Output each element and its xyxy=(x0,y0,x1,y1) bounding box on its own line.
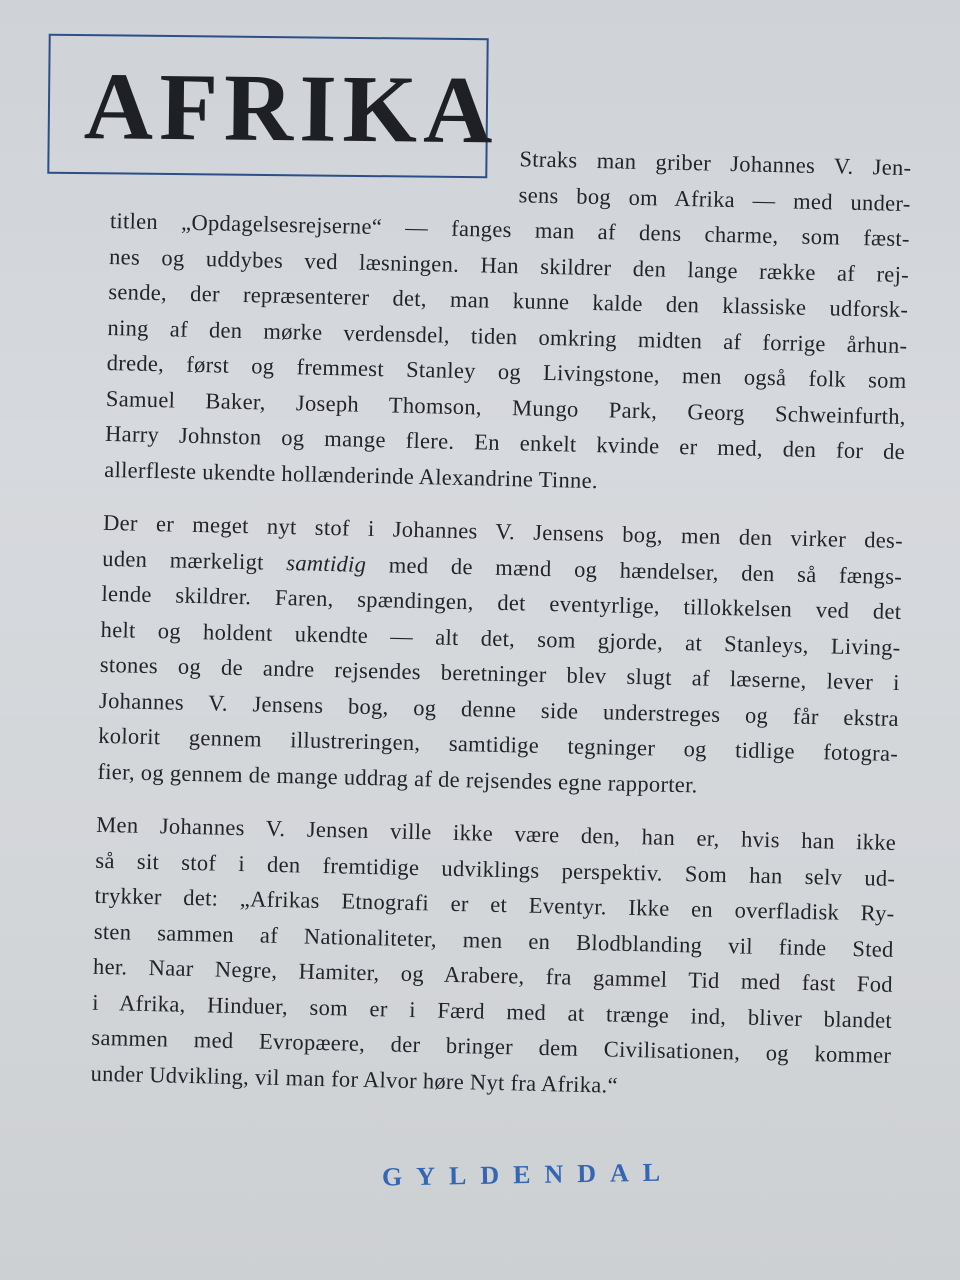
text-line: allerfleste ukendte hollænderinde Alexandrine Tinne. xyxy=(104,456,599,493)
text-line: nes og uddybes ved læsningen. Han skildrer den lange række af rej- xyxy=(108,243,910,287)
text-line: Men Johannes V. Jensen ville ikke være den, han er, hvis han ikke xyxy=(96,811,897,855)
text-line: kolorit gennem illustreringen, samtidige tegninger og tidlige fotogra- xyxy=(98,722,899,766)
text-line: sende, der repræsenterer det, man kunne kalde den klassiske udforsk- xyxy=(108,278,909,323)
text-fragment: uden mærkeligt xyxy=(102,545,265,575)
publisher-name: GYLDENDAL xyxy=(381,1157,675,1192)
text-fragment: med de mænd og hændelser, den så fængs- xyxy=(388,551,903,589)
text-line: under Udvikling, vil man for Alvor høre Nyt fra Afrika.“ xyxy=(90,1060,619,1098)
text-line: titlen „Opdagelsesrejserne“ — fanges man af dens charme, som fæst- xyxy=(109,207,911,252)
text-line: helt og holdent ukendte — alt det, som gjorde, at Stanleys, Living- xyxy=(100,616,901,660)
text-line: sens bog om Afrika — med under- xyxy=(518,181,911,216)
text-line: her. Naar Negre, Hamiter, og Arabere, fra gammel Tid med fast Fod xyxy=(92,953,894,997)
text-line: Der er meget nyt stof i Johannes V. Jensens bog, men den virker des- xyxy=(102,509,904,554)
text-line: sten sammen af Nationaliteter, men en Blodblanding vil finde Sted xyxy=(93,918,894,962)
body-text xyxy=(90,132,912,1127)
text-line: sammen med Evropæere, der bringer dem Civilisationen, og kommer xyxy=(91,1024,892,1068)
paragraph-3 xyxy=(90,807,896,1109)
page-title: AFRIKA xyxy=(83,52,500,164)
text-line: Harry Johnston og mange flere. En enkelt kvinde er med, den for de xyxy=(104,420,906,465)
text-line: Straks man griber Johannes V. Jen- xyxy=(519,146,912,181)
paragraph-2 xyxy=(97,505,903,807)
text-line: stones og de andre rejsendes beretninger blev slugt af læserne, lever i xyxy=(99,651,900,696)
text-line: lende skildrer. Faren, spændingen, det eventyrlige, tillokkelsen ved det xyxy=(101,580,902,625)
text-line: trykker det: „Afrikas Etnografi er et Eventyr. Ikke en overfladisk Ry- xyxy=(94,882,895,926)
paragraph-1 xyxy=(104,132,912,505)
text-line: Samuel Baker, Joseph Thomson, Mungo Park, Georg Schweinfurth, xyxy=(105,385,907,429)
italic-word: samtidig xyxy=(286,549,367,577)
text-line: Johannes V. Jensens bog, og denne side understreges og får ekstra xyxy=(98,687,900,731)
text-line: i Afrika, Hinduer, som er i Færd med at trænge ind, bliver blandet xyxy=(91,989,893,1033)
text-line: fier, og gennem de mange uddrag af de rejsendes egne rapporter. xyxy=(97,758,698,797)
text-line: drede, først og fremmest Stanley og Livingstone, men også folk som xyxy=(106,349,907,394)
text-line: så sit stof i den fremtidige udviklings perspektiv. Som han selv ud- xyxy=(95,847,896,891)
text-line: ning af den mørke verdensdel, tiden omkring midten af forrige århun- xyxy=(107,314,908,358)
